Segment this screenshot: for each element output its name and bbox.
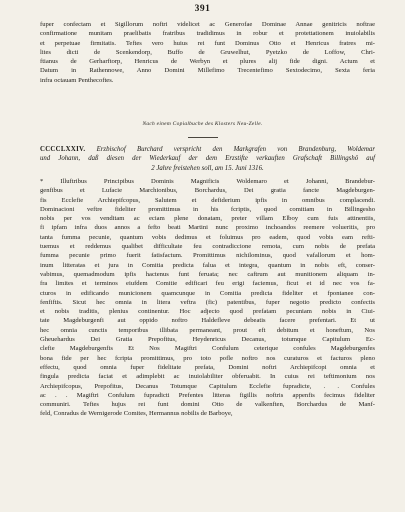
section-divider: [188, 137, 218, 138]
heading-line: [40, 145, 375, 154]
text-line: et nobis traditis, plenius continentur. Hoc adjecto quod prefatam pecuniam nobis in Ciui-: [40, 308, 375, 316]
text-line: Archiepifcopus, Prepofitus, Decanus Totumque Capitulum Ecclefie fupradicte, . . Confules: [40, 382, 375, 390]
text-line: tuemus et reddemus qualibet difficultate feu contradiccione remota, cum nobis de prefata: [40, 243, 375, 251]
text-line: cturos in edificando municionem quamcunque in Comitia predicta fideliter et fpontanee con-: [40, 289, 375, 297]
text-line: fumma pecunie primo fuerit fatisfactum. Promittimus nichilominus, quod vafallorum et hom-: [40, 252, 375, 260]
text-line: * Illuftribus Principibus Dominis Magnificis Woldemaro et Johanni, Brandebur-: [40, 178, 375, 185]
text-line: feld, Conradus de Wernigerode Comites, Hermannus nobilis de Barboye,: [40, 410, 233, 418]
text-line: tate Magdeburgenfi aut oppido noftro Haldefleve debeatis facere prefentari. Et ut: [40, 317, 375, 325]
text-line: fra limites et terminos eiufdem Comitie edificari feu erigi faciemus, ficut et id nec vos fa-: [40, 280, 375, 288]
text-line: fuper confectam et Sigillorum noftri videlicet ac Generofae Dominae Annae genitricis noftrae: [40, 21, 375, 28]
text-line: inum litteratas et jura in Comitia predicta falua et integra, quantum in nobis eft, conser-: [40, 261, 375, 269]
heading-line: und Johann, daß diesen der Wiederkauf der dem Erzstifte verkauften Grafschaft Billingshö auf: [40, 155, 375, 163]
text-line: communiri. Teftes hujus rei funt domini Otto de valkenften, Borchardus de Manf-: [40, 401, 375, 409]
text-line: fingula predicta faciat et adimplebit ac inuiolabiliter obferuabit. In cuius rei teftimonium nos: [40, 373, 375, 381]
text-line: ftianus de Gerharftorp, Henricus de Werbyn et plures alij fide digni. Actum et: [40, 58, 375, 66]
text-line: vabimus, quemadmodum ipfis hactenus funt feruata; nec caftrum aut munitionem aliquam in-: [40, 270, 375, 278]
text-line: infra octauam Penthecoftes.: [40, 76, 114, 84]
text-line: nobis per vos venditam ac eciam plene donatam, preter villam Elboy cum fuis attinentiis,: [40, 215, 375, 223]
charter-paragraph: [40, 177, 375, 419]
text-line: ac . . Magiftri Confulum fupradicti Prefentes litteras figillis noftris appenfis fecimus fideliter: [40, 391, 375, 399]
text-line: fi ipfam infra duos annos a fefto beati Martini nunc proximo inchoandos reemere volueritis, pro: [40, 224, 375, 232]
source-note: Nach einem Copialbuche des Klosters Neu-Zelle.: [142, 121, 263, 127]
text-line: fenfiftis. Sicut hec omnia in litera veftra (fic) patentibus, fuper negotio predicto confectis: [40, 298, 375, 306]
text-line: effectu, quod omnia fuper fidelitate prefata, Domini noftri Archiepifcopi omnia et: [40, 363, 375, 371]
text-line: fis Ecclefie Archiepifcopus, Salutem et defiderium ipfis in omnibus complacendi.: [40, 196, 375, 204]
text-line: lites dicti de Scenkendorp, Buffo de Gruwelhut, Pyetzko de Loffow, Chri-: [40, 48, 375, 56]
heading-line: 2 Jahre freistehen soll, am 15. Juni 1316.: [151, 164, 264, 172]
text-line: bona fide per hec fcripta promittimus, pro toto pofle noftro nos curaturos et facturos pleno: [40, 354, 375, 362]
text-line: hec omnia cunctis temporibus illibata permaneant, prout eft debitum et honeftum, Nos: [40, 326, 375, 334]
page-number: 391: [194, 4, 211, 14]
text-line: clefie Magdeburgenfis Et Nos Magiftri Confulum ceterique confules Magdeburgenfes: [40, 345, 375, 353]
text-line: et perpetuae firmitatis. Teftes vero huius rei funt Dominus Otto et Henricus fratres mi-: [40, 39, 375, 47]
text-line: Dominacioni veftre fideliter promittimus in his fcriptis, quod comitiam in Billingesho: [40, 205, 375, 213]
text-line: tanta fumma pecunie, quantum vobis dedimus et foluimus pro eadem, quod vobis eam refti-: [40, 233, 375, 241]
document-heading: [40, 145, 375, 173]
continuation-paragraph: [40, 20, 375, 85]
document-number: CCCCLXXIV.: [40, 146, 86, 153]
text-line: genfibus et Lufacie Marchionibus, Borchardus, Dei gratia fancte Magdeburgen-: [40, 187, 375, 195]
text-line: confirmatione munitam praelibatis fratribus tradidimus in robur et protettationem inuiolabilis: [40, 30, 375, 38]
heading-text: Erzbischof Burchard verspricht den Markgrafen von Brandenburg, Woldemar: [96, 146, 375, 153]
text-line: Gheuehardus Dei Gratia Prepofitus, Heydenricus Decanus, totumque Capitulum Ec-: [40, 336, 375, 344]
text-line: Datum in Rathennowe, Anno Domini Millefimo Trecentefimo Sextodecimo, Sexta feria: [40, 67, 375, 75]
